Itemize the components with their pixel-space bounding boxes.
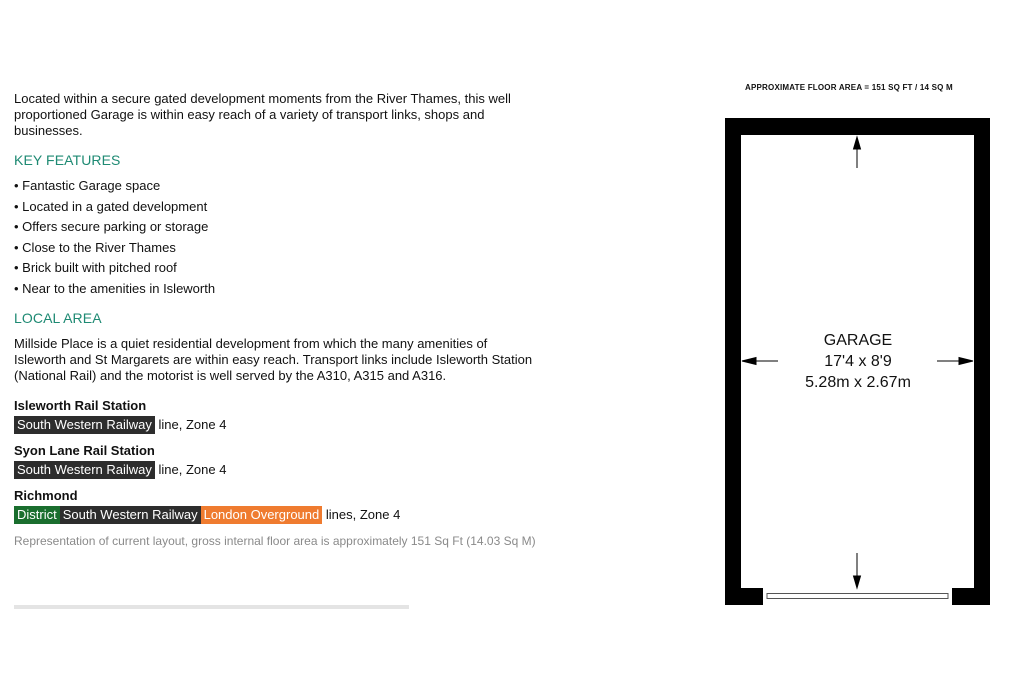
- wall-left: [725, 118, 741, 605]
- line-suffix: line, Zone 4: [154, 416, 227, 432]
- line-badge-london-overground: London Overground: [201, 506, 323, 524]
- feature-item: • Close to the River Thames: [14, 239, 176, 255]
- local-area-heading: LOCAL AREA: [14, 309, 102, 326]
- local-area-text: Millside Place is a quiet residential development from which the many amenities of Isleworth and St Margarets are within easy reach. Transport links include Isleworth Station (National Rail) and the motorist is well served by the A310, A315 and A316.: [14, 335, 533, 383]
- feature-item: • Near to the amenities in Isleworth: [14, 280, 216, 296]
- feature-item: • Located in a gated development: [14, 198, 208, 214]
- station-name: Syon Lane Rail Station: [14, 442, 155, 458]
- feature-item: • Fantastic Garage space: [14, 178, 161, 193]
- feature-item: • Offers secure parking or storage: [14, 219, 209, 235]
- line-badge-south-western-railway: South Western Railway: [14, 416, 155, 434]
- feature-item: • Brick built with pitched roof: [14, 260, 177, 276]
- arrow-bottom-icon: [854, 576, 861, 588]
- wall-bottom-right: [952, 588, 990, 605]
- line-badge-south-western-railway: South Western Railway: [60, 506, 201, 524]
- arrow-left-icon: [742, 358, 756, 365]
- key-features-heading: KEY FEATURES: [14, 152, 121, 168]
- room-dims-imperial: 17'4 x 8'9: [824, 353, 892, 370]
- line-badge-district: District: [14, 506, 60, 524]
- arrow-right-icon: [959, 358, 973, 365]
- wall-right: [974, 118, 990, 605]
- room-label: [758, 330, 958, 393]
- wall-top: [725, 118, 990, 135]
- room-name: GARAGE: [823, 332, 893, 349]
- arrow-top-icon: [854, 137, 861, 149]
- line-suffix: lines, Zone 4: [322, 506, 401, 522]
- floor-area-title: APPROXIMATE FLOOR AREA = 151 SQ FT / 14 SQ M: [745, 83, 953, 92]
- line-suffix: line, Zone 4: [154, 461, 227, 477]
- line-badge-south-western-railway: South Western Railway: [14, 461, 155, 479]
- garage-door: [767, 594, 948, 599]
- floor-area-note: Representation of current layout, gross internal floor area is approximately 151 Sq Ft (14.03 Sq M): [14, 533, 536, 548]
- station-name: Richmond: [14, 487, 78, 503]
- wall-bottom-left: [725, 588, 763, 605]
- room-dims-metric: 5.28m x 2.67m: [805, 374, 911, 391]
- station-name: Isleworth Rail Station: [14, 397, 147, 413]
- intro-paragraph: Located within a secure gated development moments from the River Thames, this well proportioned Garage is within easy reach of a variety of transport links, shops and businesses.: [14, 91, 511, 138]
